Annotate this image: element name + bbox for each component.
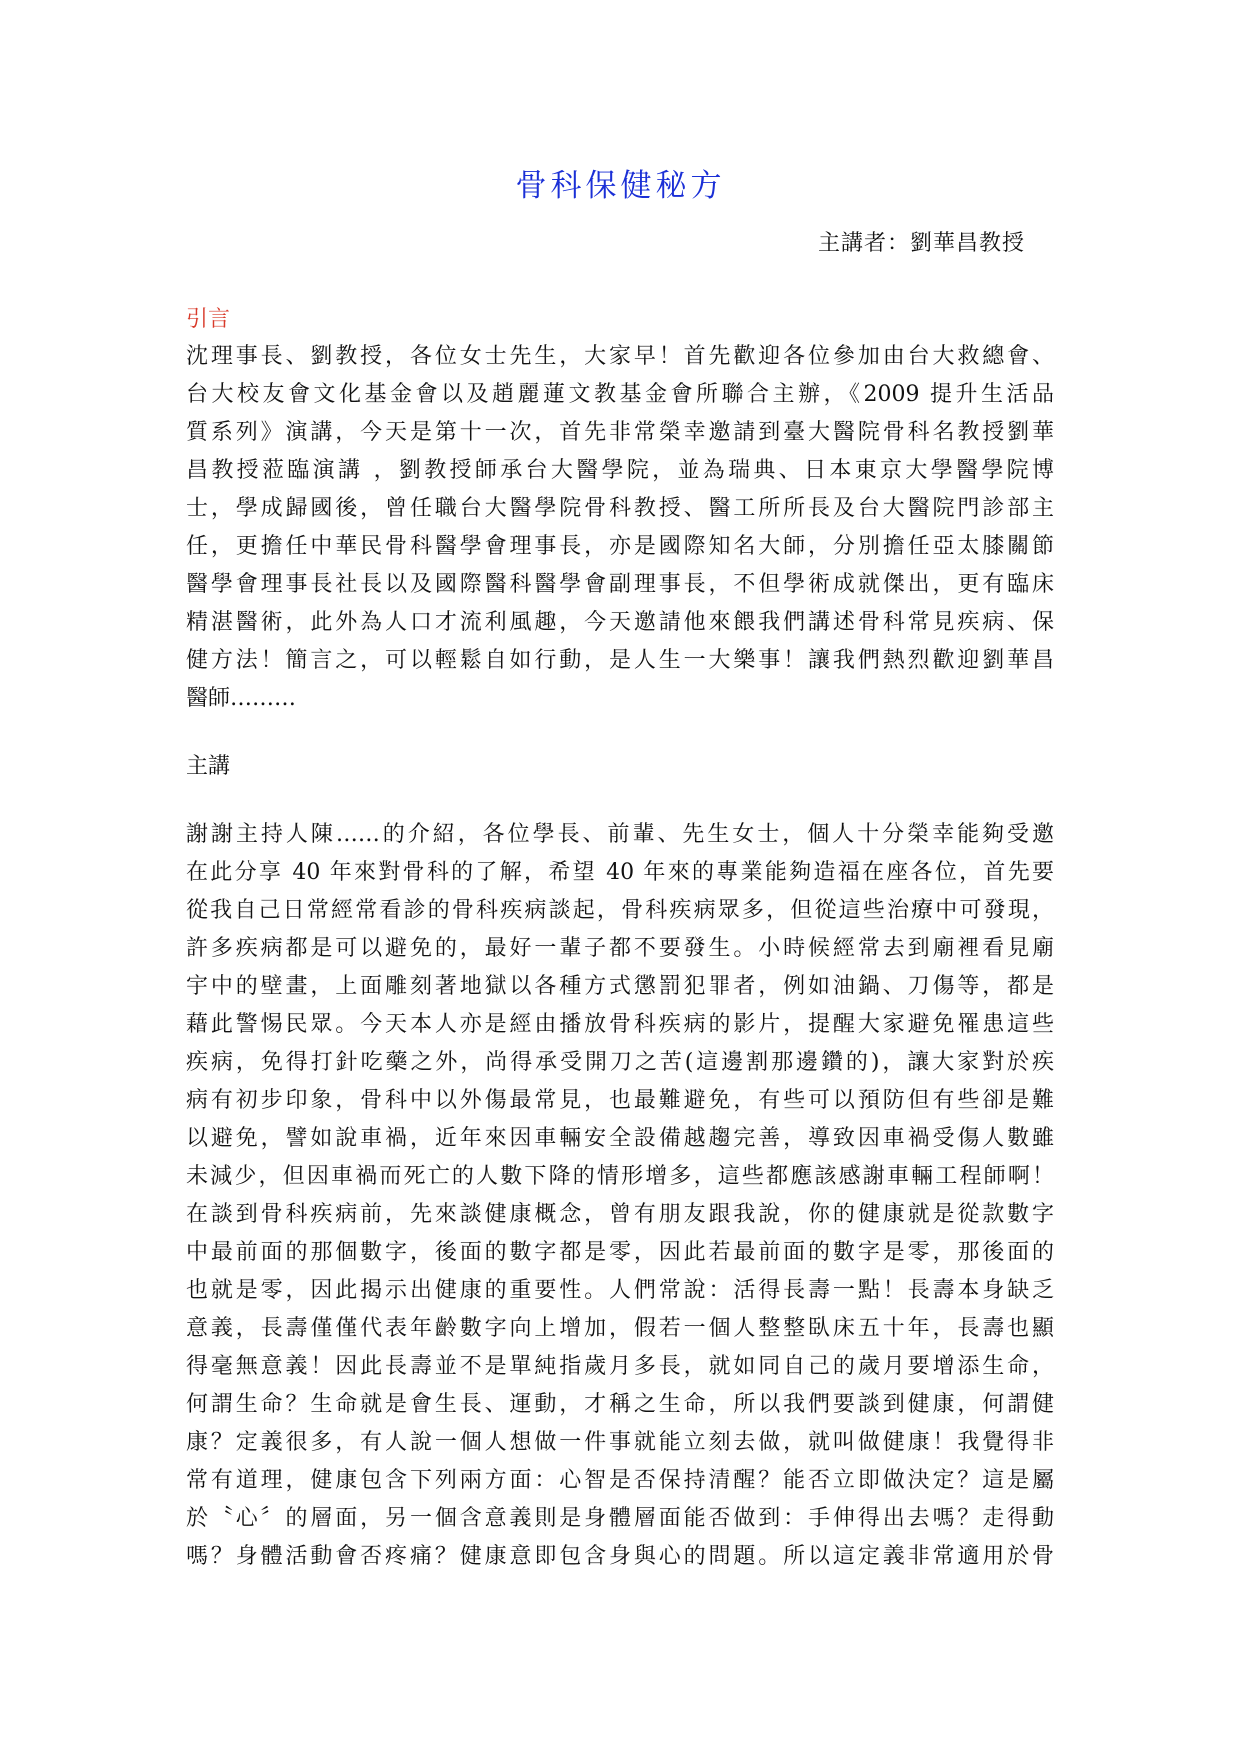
intro-line: 健方法！簡言之，可以輕鬆自如行動，是人生一大樂事！讓我們熱烈歡迎劉華昌: [186, 648, 1054, 673]
main-line: 得毫無意義！因此長壽並不是單純指歲月多長，就如同自己的歲月要增添生命，: [186, 1354, 1054, 1379]
main-line: 以避免，譬如說車禍，近年來因車輛安全設備越趨完善，導致因車禍受傷人數雖: [186, 1126, 1054, 1151]
main-line: 何謂生命？生命就是會生長、運動，才稱之生命，所以我們要談到健康，何謂健: [186, 1392, 1054, 1417]
intro-line: 質系列》演講，今天是第十一次，首先非常榮幸邀請到臺大醫院骨科名教授劉華: [186, 420, 1054, 445]
intro-line: 士，學成歸國後，曾任職台大醫學院骨科教授、醫工所所長及台大醫院門診部主: [186, 496, 1054, 521]
intro-line: 醫學會理事長社長以及國際醫科醫學會副理事長，不但學術成就傑出，更有臨床: [186, 572, 1054, 597]
main-heading: 主講: [186, 754, 231, 779]
document-title: 骨科保健秘方: [515, 168, 726, 204]
main-line: 病有初步印象，骨科中以外傷最常見，也最難避免，有些可以預防但有些卻是難: [186, 1088, 1054, 1113]
intro-line: 精湛醫術，此外為人口才流利風趣，今天邀請他來餵我們講述骨科常見疾病、保: [186, 610, 1054, 635]
main-line: 宇中的壁畫，上面雕刻著地獄以各種方式懲罰犯罪者，例如油鍋、刀傷等，都是: [186, 974, 1054, 999]
main-paragraph: [186, 816, 1054, 1576]
intro-line: 台大校友會文化基金會以及趙麗蓮文教基金會所聯合主辦，《2009 提升生活品: [186, 382, 1054, 407]
main-line: 在談到骨科疾病前，先來談健康概念，曾有朋友跟我說，你的健康就是從款數字: [186, 1202, 1054, 1227]
main-line: 疾病，免得打針吃藥之外，尚得承受開刀之苦(這邊割那邊鑽的)，讓大家對於疾: [186, 1050, 1054, 1075]
intro-line: 沈理事長、劉教授，各位女士先生，大家早！首先歡迎各位參加由台大救總會、: [186, 344, 1054, 369]
intro-line: 任，更擔任中華民骨科醫學會理事長，亦是國際知名大師，分別擔任亞太膝關節: [186, 534, 1054, 559]
main-line: 未減少，但因車禍而死亡的人數下降的情形增多，這些都應該感謝車輛工程師啊！: [186, 1164, 1054, 1189]
main-line: 在此分享 40 年來對骨科的了解，希望 40 年來的專業能夠造福在座各位，首先要: [186, 860, 1054, 885]
intro-heading: 引言: [186, 307, 231, 332]
main-line: 常有道理，健康包含下列兩方面：心智是否保持清醒？能否立即做決定？這是屬: [186, 1468, 1054, 1493]
main-line: 許多疾病都是可以避免的，最好一輩子都不要發生。小時候經常去到廟裡看見廟: [186, 936, 1054, 961]
main-line: 意義，長壽僅僅代表年齡數字向上增加，假若一個人整整臥床五十年，長壽也顯: [186, 1316, 1054, 1341]
main-line: 於〝心〞的層面，另一個含意義則是身體層面能否做到：手伸得出去嗎？走得動: [186, 1506, 1054, 1531]
main-line: 藉此警惕民眾。今天本人亦是經由播放骨科疾病的影片，提醒大家避免罹患這些: [186, 1012, 1054, 1037]
main-line: 中最前面的那個數字，後面的數字都是零，因此若最前面的數字是零，那後面的: [186, 1240, 1054, 1265]
main-line: 從我自己日常經常看診的骨科疾病談起，骨科疾病眾多，但從這些治療中可發現，: [186, 898, 1054, 923]
main-line: 嗎？身體活動會否疼痛？健康意即包含身與心的問題。所以這定義非常適用於骨: [186, 1544, 1054, 1569]
intro-line: 昌教授蒞臨演講 ，劉教授師承台大醫學院，並為瑞典、日本東京大學醫學院博: [186, 458, 1054, 483]
main-line: 康？定義很多，有人說一個人想做一件事就能立刻去做，就叫做健康！我覺得非: [186, 1430, 1054, 1455]
main-line: 謝謝主持人陳……的介紹，各位學長、前輩、先生女士，個人十分榮幸能夠受邀: [186, 822, 1054, 847]
main-line: 也就是零，因此揭示出健康的重要性。人們常說：活得長壽一點！長壽本身缺乏: [186, 1278, 1054, 1303]
speaker-line: 主講者：劉華昌教授: [817, 231, 1025, 256]
intro-paragraph: [186, 338, 1054, 718]
intro-line: 醫師………: [186, 686, 297, 711]
